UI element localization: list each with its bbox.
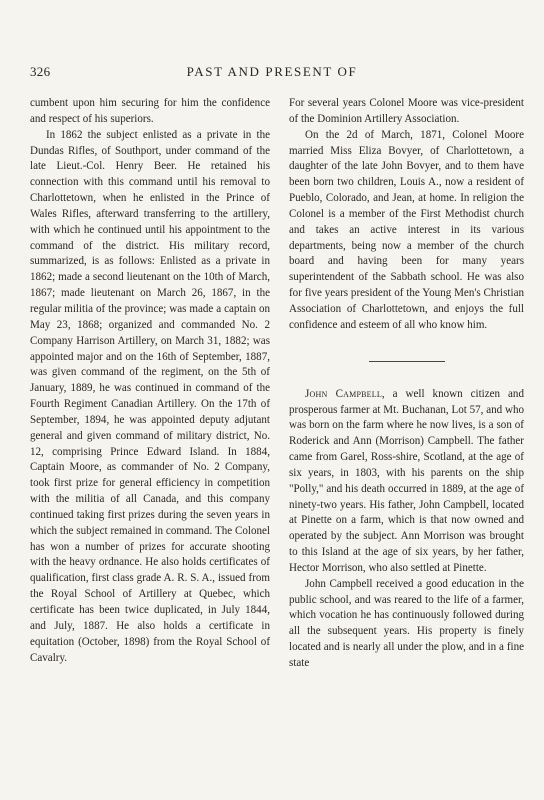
running-head: PAST AND PRESENT OF bbox=[186, 64, 358, 79]
bio-text: , a well known citizen and prosperous farmer at Mt. Buchanan, Lot 57, and who was born on the farm where he now lives, is a son of Roderick and Ann (Morrison) Campbell. The father came from Garel, Ross-shire, Scotland, at the age of six years, in 1803, with his parents on the ship "Polly," and his death occurred in 1889, at the age of ninety-two years. His father, John Campbell, located at Pinette on a farm, which is that now owned and operated by the subject. Ann Morrison was brought to this Island at the age of six years, by her father, Hector Morrison, who also settled at Pinette. bbox=[289, 387, 524, 574]
paragraph: In 1862 the subject enlisted as a private in the Dundas Rifles, of Southport, under command of the late Lieut.-Col. Henry Beer. He retained his connection with this command until his removal to Charlottetown, when he enlisted in the Prince of Wales Rifles, afterward transferring to the artillery, with which he continued until his appointment to the command of the district. His military record, summarized, is as follows: Enlisted as a private in 1862; made a second lieutenant on the 10th of March, 1867; made lieutenant on March 26, 1867, in the regular militia of the province; was made a captain on May 23, 1868; organized and commanded No. 2 Company Harrison Artillery, on March 31, 1882; was appointed major and on the 16th of September, 1887, was given command of the regiment, on the 5th of January, 1889, he was continued in command of the Fourth Regiment Canadian Artillery. On the 17th of September, 1894, he was appointed deputy adjutant general and given command of military district, No. 12, comprising Prince Edward Island. In 1884, Captain Moore, as commander of No. 2 Company, took first prize for general efficiency in competition with the militia of all Canada, and this company continued taking first prizes during the seven years in which the subject remained in command. The Colonel has won a number of prizes for accurate shooting with the heavy ordnance. He also holds certificates of qualification, first class grade A. R. S. A., issued from the Royal School of Artillery at Quebec, which certificate has been twice duplicated, in July 1844, and July, 1887. He also holds a certificate in equitation (October, 1898) from the Royal School of Cavalry. bbox=[30, 128, 270, 664]
page-number: 326 bbox=[30, 64, 51, 79]
left-column bbox=[30, 96, 270, 666]
bio-paragraph bbox=[289, 387, 524, 577]
paragraph: For several years Colonel Moore was vice-president of the Dominion Artillery Association. bbox=[289, 97, 524, 125]
right-column bbox=[289, 96, 524, 672]
bio-name: John Campbell bbox=[305, 387, 382, 400]
section-divider bbox=[369, 361, 445, 362]
paragraph: John Campbell received a good education in the public school, and was reared to the life of a farmer, which vocation he has continuously followed during all the subsequent years. His property is finely located and is nearly all under the plow, and in a fine state bbox=[289, 577, 524, 669]
paragraph: On the 2d of March, 1871, Colonel Moore married Miss Eliza Bovyer, of Charlottetown, a daughter of the late John Bovyer, and to them have been born two children, Louis A., now a resident of Pueblo, Colorado, and Jean, at home. In religion the Colonel is a member of the First Methodist church and takes an active interest in its various departments, being now a member of the church board and having been for many years superintendent of the Sabbath school. He was also for five years president of the Young Men's Christian Association of Charlottetown, and enjoys the full confidence and esteem of all who know him. bbox=[289, 128, 524, 331]
paragraph: cumbent upon him securing for him the confidence and respect of his superiors. bbox=[30, 97, 270, 125]
